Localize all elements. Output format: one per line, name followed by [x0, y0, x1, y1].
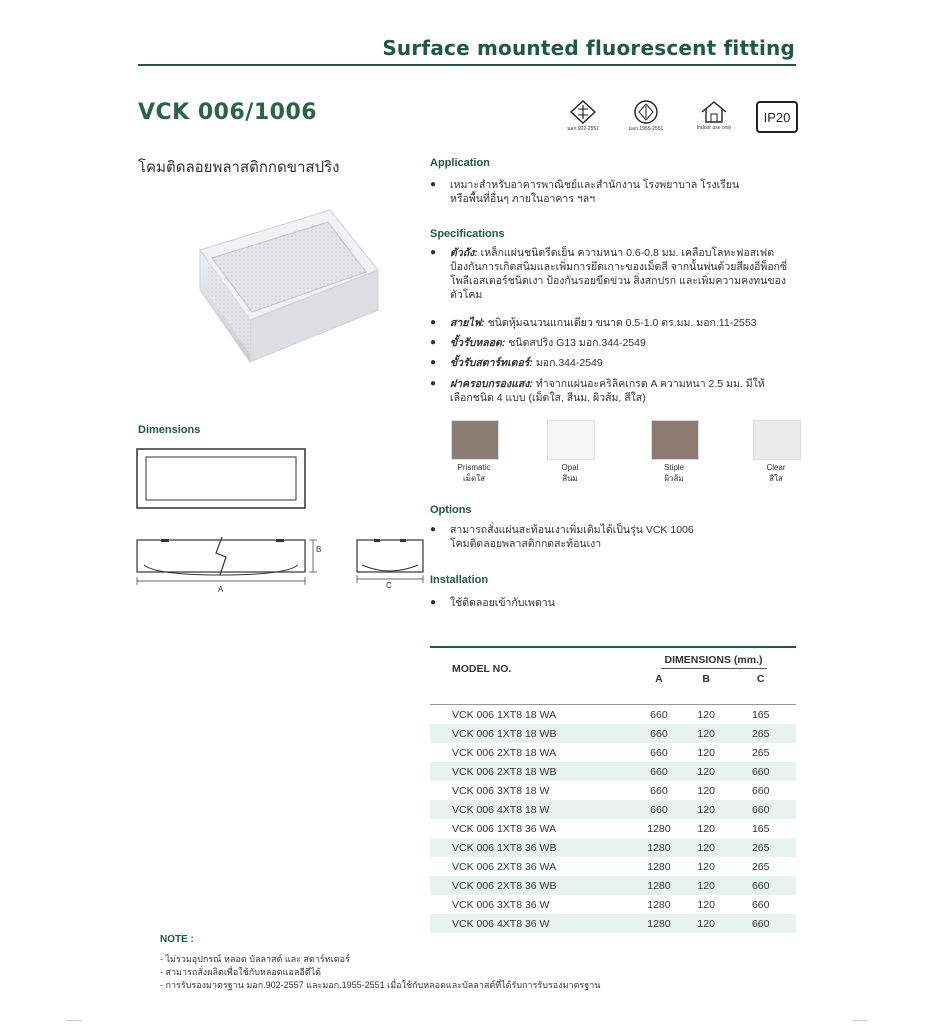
diffuser-swatch-clear [746, 420, 806, 484]
dimensions-heading: Dimensions [138, 424, 201, 436]
product-model-title: VCK 006/1006 [138, 100, 318, 125]
cell-b: 120 [697, 746, 715, 759]
swatch-clear [753, 420, 801, 460]
cell-model: VCK 006 4XT8 36 W [430, 914, 631, 933]
cell-c: 660 [725, 800, 796, 819]
installation-heading: Installation [430, 574, 489, 586]
table-row [430, 895, 796, 914]
dim-label-b: B [316, 545, 322, 554]
swatch-stiple [651, 420, 699, 460]
cell-a: 660 [631, 762, 687, 781]
cell-model: VCK 006 1XT8 36 WB [430, 838, 631, 857]
diffuser-swatch-prismatic [444, 420, 504, 484]
indoor-use-mark [694, 100, 734, 131]
swatch-thai: ผิวส้ม [664, 474, 684, 483]
cell-b: 120 [697, 822, 715, 835]
dim-label-c: C [386, 581, 392, 590]
cell-c: 660 [751, 898, 770, 911]
model-dimensions-table [430, 646, 796, 933]
swatch-name: Clear [766, 463, 786, 472]
bullet-icon: ● [430, 317, 437, 328]
cell-a: 1280 [647, 822, 671, 835]
dimension-top-view [136, 448, 316, 510]
indoor-house-icon [700, 100, 728, 124]
spec-term: ขั้วรับหลอด: [450, 337, 506, 349]
product-photo [190, 190, 390, 380]
table-row [430, 743, 796, 762]
cell-c: 265 [725, 838, 796, 857]
tis-cert-mark-icon [633, 100, 659, 124]
cell-c: 660 [725, 876, 796, 895]
header-divider [138, 64, 796, 66]
cell-a: 660 [631, 800, 687, 819]
spec-line: เลือกชนิด 4 แบบ (เม็ดใส, สีนม, ผิวส้ม, สีใส) [450, 392, 646, 404]
cell-b: 120 [687, 724, 726, 743]
bullet-icon: ● [430, 247, 437, 258]
dimensions-header [631, 647, 796, 669]
corner-mark [66, 1020, 82, 1021]
cell-model: VCK 006 2XT8 18 WA [452, 746, 557, 759]
note-line: - ไม่รวมอุปกรณ์ หลอด บัลลาสต์ และ สตาร์ทเตอร์ [160, 954, 350, 964]
cell-model: VCK 006 3XT8 36 W [452, 898, 550, 911]
cell-model: VCK 006 4XT8 18 W [430, 800, 631, 819]
application-line: หรือพื้นที่อื่นๆ ภายในอาคาร ฯลฯ [450, 193, 596, 205]
cell-c: 660 [751, 784, 770, 797]
swatch-name: Prismatic [457, 463, 491, 472]
corner-mark [852, 1020, 868, 1021]
note-heading: NOTE : [160, 934, 194, 945]
dimension-side-view [136, 535, 326, 597]
model-no-header: MODEL NO. [430, 647, 631, 690]
application-item [430, 178, 796, 206]
cell-a: 1280 [631, 914, 687, 933]
application-line: เหมาะสำหรับอาคารพาณิชย์และสำนักงาน โรงพยาบาล โรงเรียน [450, 179, 740, 191]
product-thai-name: โคมติดลอยพลาสติกกดขาสปริง [138, 159, 340, 176]
cell-b: 120 [687, 914, 726, 933]
spec-line: เหล็กแผ่นชนิดรีดเย็น ความหนา 0.6-0.8 มม. เคลือบโลหะฟอสเฟต [480, 247, 775, 259]
spec-term: ตัวถัง: [450, 247, 478, 259]
ip-rating-badge: IP20 [756, 101, 798, 133]
spec-item-starter-holder [430, 356, 796, 370]
swatch-name: Opal [561, 463, 579, 472]
cell-a: 1280 [631, 876, 687, 895]
tis-mark [563, 100, 603, 133]
cell-a: 1280 [647, 860, 671, 873]
cell-b: 120 [687, 876, 726, 895]
table-row [430, 800, 796, 819]
page-header-title: Surface mounted fluorescent fitting [382, 36, 795, 60]
swatch-thai: สีนม [562, 474, 578, 483]
spec-term: ขั้วรับสตาร์ทเตอร์: [450, 357, 533, 369]
table-row [430, 914, 796, 933]
options-line: สามารถสั่งแผ่นสะท้อนเงาเพิ่มเติมได้เป็นรุ่น VCK 1006 [450, 524, 694, 536]
cell-a: 660 [631, 724, 687, 743]
swatch-name: Stiple [663, 463, 684, 472]
dimension-end-view [356, 535, 426, 587]
note-line: - การรับรองมาตรฐาน มอก.902-2557 และมอก.1955-2551 เมื่อใช้กับหลอดและบัลลาสต์ที่ได้รับการรับรองมาตรฐาน [160, 980, 601, 990]
diffuser-swatch-stiple [644, 420, 704, 484]
spec-item-diffuser [430, 377, 796, 405]
spec-line: ตัวโคม [450, 289, 483, 301]
dim-label-a: A [218, 585, 224, 594]
table-row [430, 705, 796, 725]
tis-mark-caption: มอก.902-2557 [567, 126, 599, 132]
cell-c: 660 [725, 914, 796, 933]
cell-b: 120 [687, 838, 726, 857]
cell-model: VCK 006 3XT8 18 W [452, 784, 550, 797]
swatch-opal [547, 420, 595, 460]
specifications-heading: Specifications [430, 228, 505, 240]
spec-item-lampholder [430, 336, 796, 350]
spec-line: โพลีเอสเตอร์ชนิดเงา ป้องกันรอยขีดข่วน สิ่งสกปรก และเพิ่มความคงทนของ [450, 275, 786, 287]
swatch-prismatic [451, 420, 499, 460]
spec-term: ฝาครอบกรองแสง: [450, 378, 533, 390]
cell-model: VCK 006 2XT8 18 WB [430, 762, 631, 781]
bullet-icon: ● [430, 179, 437, 190]
cell-a: 660 [650, 784, 668, 797]
bullet-icon: ● [430, 524, 437, 535]
tis-mark-icon [570, 100, 596, 124]
table-row [430, 724, 796, 743]
spec-term: สายไฟ: [450, 317, 485, 329]
bullet-icon: ● [430, 357, 437, 368]
cell-b: 120 [697, 898, 715, 911]
cell-c: 660 [725, 762, 796, 781]
cell-b: 120 [697, 860, 715, 873]
tis-cert-mark [626, 100, 666, 133]
table-header-row-1 [430, 647, 796, 669]
cell-model: VCK 006 1XT8 18 WA [452, 708, 557, 721]
note-line: - สามารถสั่งผลิตเพื่อใช้กับหลอดแอลอีดีได้ [160, 967, 321, 977]
indoor-use-caption: Indoor use only [696, 125, 732, 131]
cell-b: 120 [697, 784, 715, 797]
cell-model: VCK 006 2XT8 36 WA [452, 860, 557, 873]
col-a-header: A [655, 673, 663, 686]
cell-c: 165 [751, 822, 770, 835]
cell-model: VCK 006 1XT8 36 WA [452, 822, 557, 835]
cell-b: 120 [697, 708, 715, 721]
application-heading: Application [430, 157, 490, 169]
cell-c: 165 [751, 708, 770, 721]
options-line: โคมติดลอยพลาสติกกดสะท้อนเงา [450, 538, 602, 550]
col-b-header: B [702, 673, 710, 686]
cell-b: 120 [687, 762, 726, 781]
bullet-icon: ● [430, 378, 437, 389]
dimensions-header-label: DIMENSIONS (mm.) [661, 654, 767, 669]
cell-model: VCK 006 2XT8 36 WB [430, 876, 631, 895]
table-row [430, 876, 796, 895]
cell-c: 265 [751, 860, 770, 873]
cell-b: 120 [687, 800, 726, 819]
cell-c: 265 [751, 746, 770, 759]
diffuser-swatch-opal [540, 420, 600, 484]
spec-line: ชนิดสปริง G13 มอก.344-2549 [508, 337, 646, 349]
bullet-icon: ● [430, 337, 437, 348]
table-row [430, 762, 796, 781]
bullet-icon: ● [430, 597, 437, 608]
swatch-thai: เม็ดใส [463, 474, 485, 483]
installation-line: ใช้ติดลอยเข้ากับเพดาน [450, 597, 555, 609]
table-row [430, 857, 796, 876]
cell-c: 265 [725, 724, 796, 743]
swatch-thai: สีใส [769, 474, 783, 483]
cell-a: 1280 [631, 838, 687, 857]
spec-line: มอก.344-2549 [535, 357, 603, 369]
options-heading: Options [430, 504, 472, 516]
options-item [430, 523, 796, 551]
tis-cert-mark-caption: มอก.1955-2551 [628, 126, 664, 132]
cell-model: VCK 006 1XT8 18 WB [430, 724, 631, 743]
cell-a: 660 [650, 708, 668, 721]
spec-line: ทำจากแผ่นอะคริลิคเกรด A ความหนา 2.5 มม. มีให้ [535, 378, 765, 390]
installation-item [430, 596, 796, 610]
table-header-spacer [430, 690, 796, 705]
spec-line: ป้องกันการเกิดสนิมและเพิ่มการยึดเกาะของเม็ดสี จากนั้นพ่นด้วยสีผงอีพ็อกซี่ [450, 261, 788, 273]
col-c-header: C [756, 673, 765, 686]
spec-item-wire [430, 316, 796, 330]
table-row [430, 781, 796, 800]
table-row [430, 819, 796, 838]
spec-line: ชนิดหุ้มฉนวนแกนเดียว ขนาด 0.5-1.0 ตร.มม. มอก.11-2553 [487, 317, 757, 329]
spec-item-body [430, 246, 796, 302]
table-row [430, 838, 796, 857]
cell-a: 660 [650, 746, 668, 759]
cell-a: 1280 [647, 898, 671, 911]
